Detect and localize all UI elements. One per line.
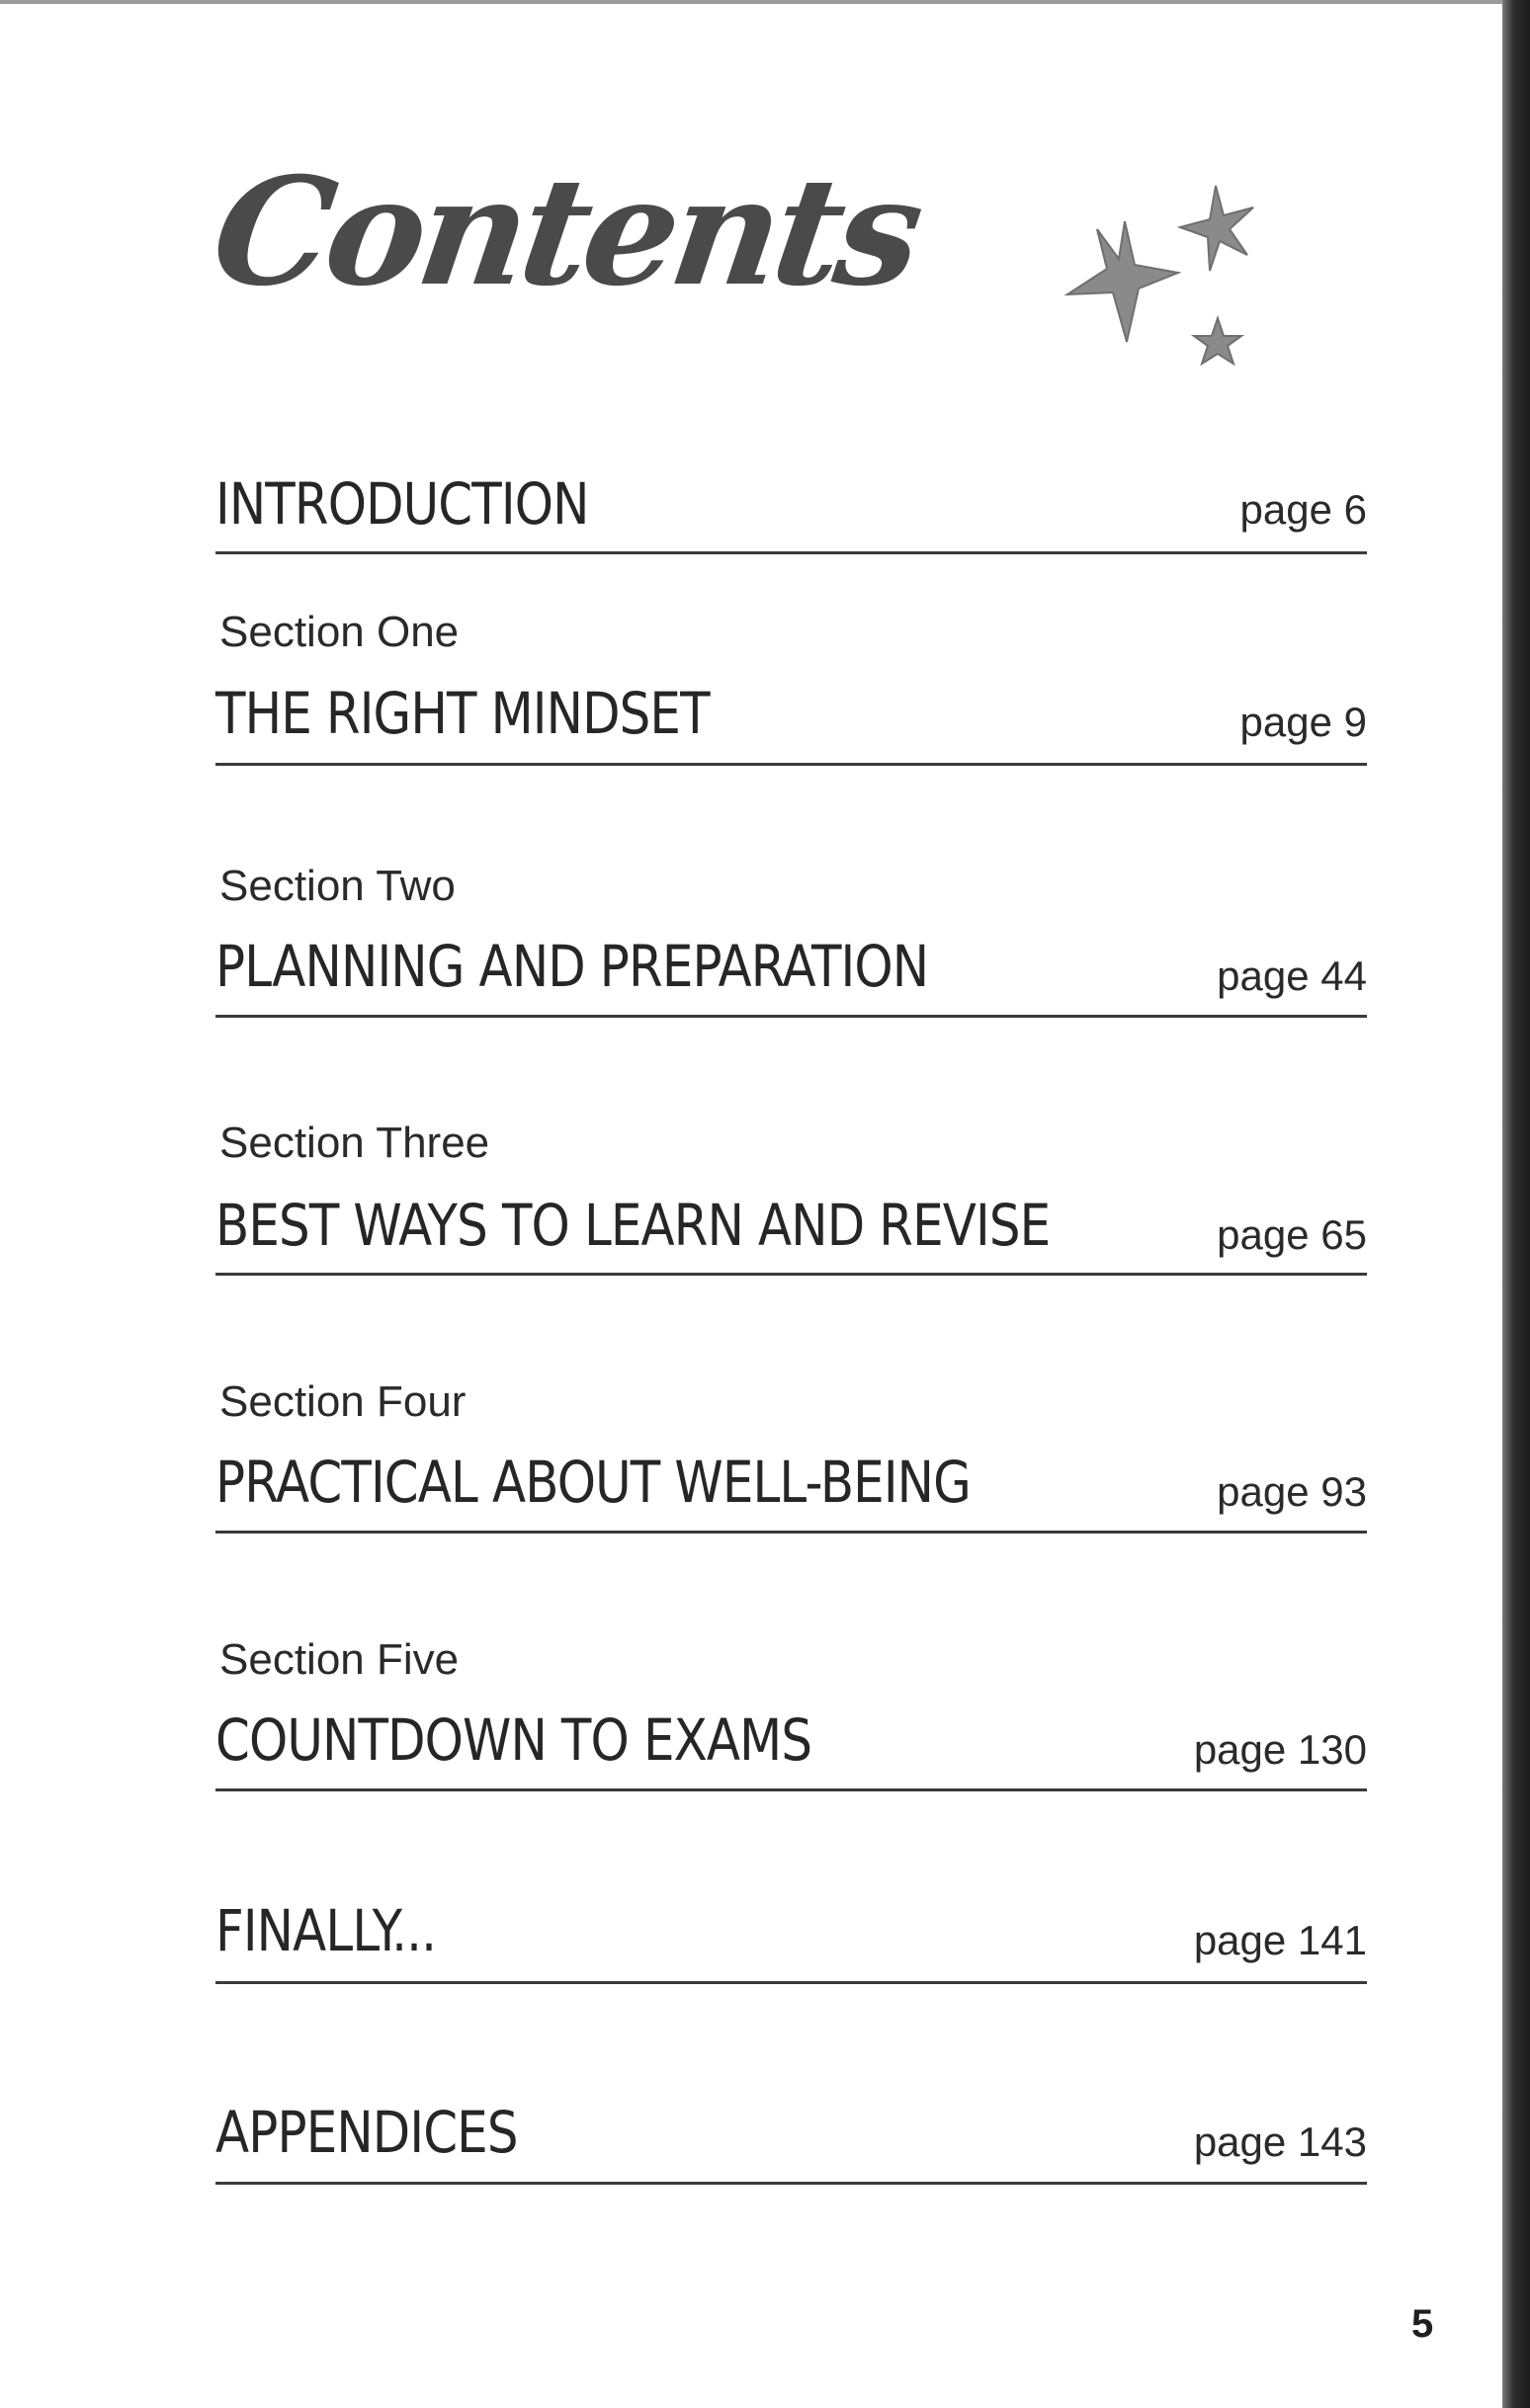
entry-page: page 130 (1193, 1726, 1367, 1773)
entry-page: page 6 (1239, 486, 1367, 533)
toc-entry (215, 1635, 1367, 1803)
entry-title: INTRODUCTION (215, 470, 589, 538)
entry-title: APPENDICES (215, 2099, 518, 2166)
entry-title: PRACTICAL ABOUT WELL-BEING (215, 1449, 971, 1516)
entry-title: BEST WAYS TO LEARN AND REVISE (215, 1192, 1051, 1259)
entry-rule (215, 1015, 1367, 1018)
medium-star-icon (1180, 186, 1253, 271)
entry-rule (215, 551, 1367, 554)
entry-page: page 143 (1193, 2118, 1367, 2165)
section-label: Section Four (219, 1377, 467, 1426)
entry-rule (215, 763, 1367, 766)
entry-page: page 93 (1217, 1468, 1367, 1515)
toc-entry (215, 2095, 1367, 2184)
stars-icon (1028, 178, 1305, 375)
small-star-icon (1194, 318, 1241, 364)
entry-page: page 65 (1217, 1211, 1367, 1258)
page-spine-shadow (1502, 0, 1530, 2408)
large-star-icon (1067, 221, 1178, 342)
entry-rule (215, 1531, 1367, 1534)
section-label: Section Three (219, 1119, 490, 1167)
entry-rule (215, 1981, 1367, 1984)
toc-entry (215, 1895, 1367, 1984)
toc-entry (215, 608, 1367, 776)
entry-rule (215, 1788, 1367, 1791)
section-label: Section Two (219, 862, 456, 910)
entry-page: page 141 (1193, 1917, 1367, 1963)
page-top-edge (0, 0, 1530, 4)
section-label: Section One (219, 608, 460, 656)
page-title: Contents (203, 145, 928, 319)
toc-entry (215, 1119, 1367, 1287)
toc-entry (215, 1377, 1367, 1545)
toc-entry (215, 464, 1367, 555)
page-number: 5 (1411, 2302, 1434, 2346)
entry-rule (215, 1273, 1367, 1276)
entry-title: COUNTDOWN TO EXAMS (215, 1706, 812, 1774)
entry-page: page 9 (1239, 699, 1367, 745)
entry-rule (215, 2182, 1367, 2185)
section-label: Section Five (219, 1635, 460, 1684)
toc-entry (215, 862, 1367, 1030)
entry-title: PLANNING AND PREPARATION (215, 933, 929, 1000)
entry-page: page 44 (1217, 953, 1367, 999)
entry-title: FINALLY... (215, 1897, 437, 1964)
entry-title: THE RIGHT MINDSET (215, 680, 710, 747)
